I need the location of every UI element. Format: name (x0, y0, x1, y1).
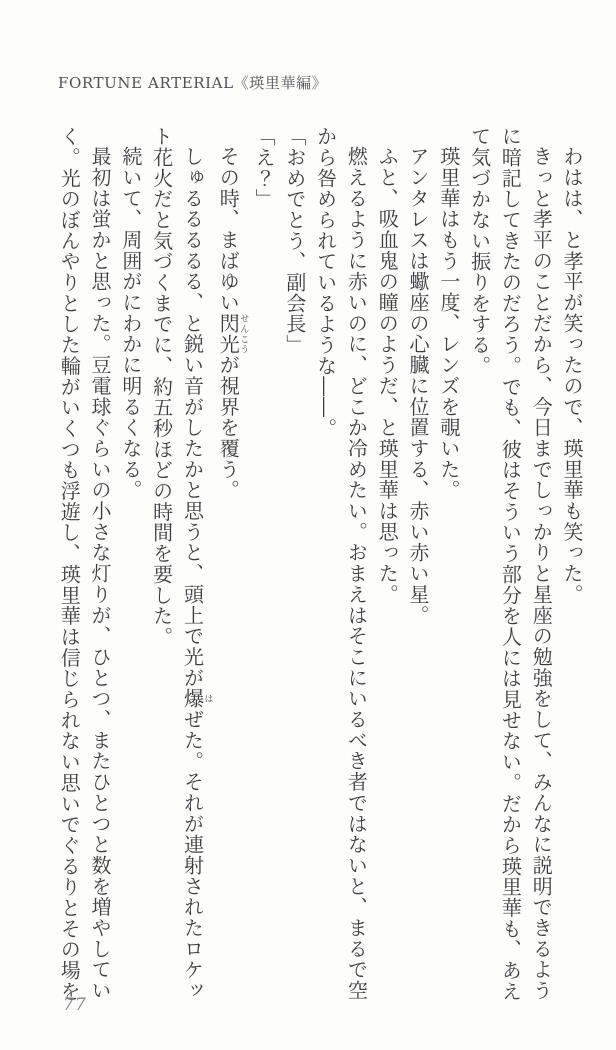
paragraph (464, 126, 556, 1002)
paragraph-text: きっと孝平のことだから、今日までしっかりと星座の勉強をして、みんなに説明できるように暗記してきたのだろう。でも、彼はそういう部分を人には見せない。だから瑛里華も、あえて気づかない振りをする。 (467, 126, 554, 1002)
dialogue-line (248, 126, 279, 1002)
dialogue-line (279, 126, 310, 1002)
ruby-base: 閃光 (216, 312, 241, 355)
paragraph-text: 燃えるように赤いのに、どこか冷めたい。おまえはそこにいるべき者ではないと、まるで空から咎められているような――。 (313, 126, 369, 1001)
paragraph (212, 126, 248, 1002)
furigana: せんこう (238, 312, 249, 355)
paragraph-text: 続いて、周囲がにわかに明るくなる。 (118, 146, 143, 501)
paragraph-text: 「おめでとう、副会長」 (282, 126, 307, 356)
ruby-annotation (180, 688, 213, 709)
paragraph-text: ふと、吸血鬼の瞳のようだ、と瑛里華は思った。 (375, 146, 400, 605)
paragraph-text: しゅるるるるる、と鋭い音がしたかと思うと、頭上で光が (180, 146, 205, 689)
page-number: 77 (63, 995, 87, 1015)
ruby-annotation (216, 312, 249, 355)
paragraph (402, 126, 433, 1002)
furigana: は (202, 688, 213, 709)
paragraph-text: わはは、と孝平が笑ったので、瑛里華も笑った。 (560, 146, 584, 605)
ruby-base: 爆 (180, 688, 205, 709)
paragraph-text: ぜた。それが連射されたロケット花火だと気づくまでに、約五秒ほどの時間を要した。 (149, 126, 205, 1001)
paragraph-text: その時、まばゆい (216, 146, 241, 313)
paragraph-text: 「え？」 (252, 126, 277, 210)
paragraph-text: が視界を覆う。 (216, 354, 241, 501)
paragraph (146, 126, 213, 1002)
paragraph (556, 126, 587, 1002)
paragraph (371, 126, 402, 1002)
paragraph-text: 最初は蛍かと思った。豆電球ぐらいの小さな灯りが、ひとつ、またひとつと数を増やしていく。光のぼんやりとした輪がいくつも浮遊し、瑛里華は信じられない思いでぐるりとその場を (57, 126, 113, 1002)
page-text (53, 126, 587, 1002)
paragraph-text: 瑛里華はもう一度、レンズを覗いた。 (436, 146, 461, 501)
paragraph (115, 126, 146, 1002)
paragraph (53, 126, 115, 1002)
paragraph (310, 126, 372, 1002)
running-header: FORTUNE ARTERIAL《瑛里華編》 (58, 74, 328, 92)
paragraph-text: アンタレスは蠍座の心臓に位置する、赤い赤い星。 (406, 146, 431, 626)
paragraph (433, 126, 464, 1002)
